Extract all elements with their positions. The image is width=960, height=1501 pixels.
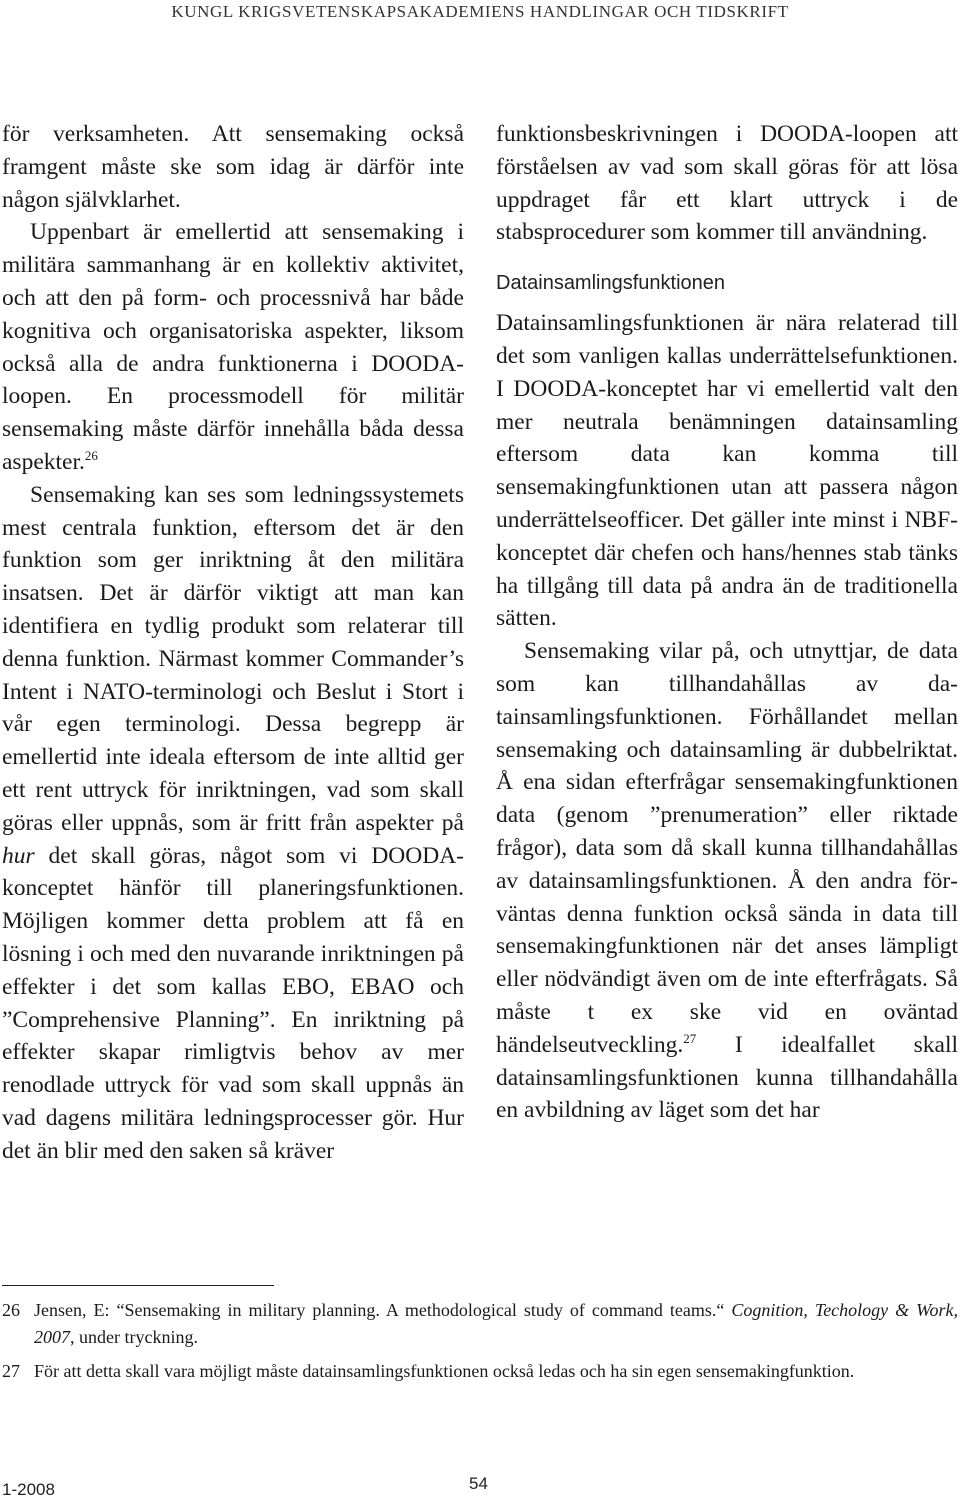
footnote-number: 27 [2, 1361, 20, 1381]
body-paragraph [2, 479, 464, 1168]
text-run: , under tryckning. [70, 1327, 198, 1347]
body-paragraph [496, 635, 958, 1127]
running-head: KUNGL KRIGSVETENSKAPSAKADEMIENS HANDLINGAR OCH TIDSKRIFT [171, 2, 789, 21]
page-number: 54 [469, 1474, 488, 1493]
footnote-rule [2, 1285, 274, 1286]
emphasis-text: Cognition, Techology & Work, 2007 [34, 1300, 958, 1347]
text-run: För att detta skall vara möjligt måste datainsamlingsfunktionen också ledas och ha sin egen sensemakingfunktion. [34, 1361, 855, 1381]
text-run: Uppenbart är emellertid att sensemaking i militära sammanhang är en kollektiv aktivitet, och att den på form- och processnivå har både kognitiva och organisatoriska aspekter, liksom också alla de andra funktionerna i DOODA-loopen. En processmodell för militär sensemaking måste därför innehålla båda dessa aspekter. [2, 219, 464, 475]
body-paragraph [496, 307, 958, 635]
text-run: Jensen, E: “Sensemaking in military planning. A methodological study of command teams.“ [34, 1300, 732, 1320]
text-run: Sensemaking kan ses som ledningssystemets mest centrala funktion, eftersom det är den funktion som ger inriktning åt den militära insatsen. Det är därför viktigt att man kan identifiera en tydlig produkt som relaterar till denna funktion. Närmast kommer Commander’s Intent i NATO-terminologi och Beslut i Stort i vår egen terminologi. Dessa begrepp är emellertid inte ideala eftersom de inte alltid ger ett rent uttryck för inriktningen, vad som skall göras eller uppnås, som är fritt från aspekter på [2, 481, 464, 836]
body-paragraph [2, 118, 464, 216]
footnote [2, 1297, 958, 1351]
text-run: Sensemaking vilar på, och utnyttjar, de data som kan tillhandahållas av datainsamlingsfunktionen. Förhållandet mellan sensemaking och datainsamling är dubbelriktat. Å ena sidan efterfrågar sensemakingfunktionen data (genom ”prenumeration” eller riktade frågor), data som då skall kunna tillhandahållas av datainsamlingsfunktionen. Å den andra förväntas denna funktion också sända in data till sensemakingfunktionen när det anses lämpligt eller nödvändigt även om de inte efterfrågats. Så måste t ex ske vid en oväntad händelseutveckling. [496, 638, 958, 1058]
text-run: det skall göras, något som vi DOODA-konceptet hänför till planeringsfunktionen. Möjligen kommer detta problem att få en lösning i och med den nuvarande inriktningen på effekter i det som kallas EBO, EBAO och ”Comprehensive Planning”. En inriktning på effekter skapar rimligtvis behov av mer renodlade uttryck för vad som skall uppnås än vad dagens militära ledningsprocesser gör. Hur det än blir med den saken så kräver [2, 842, 464, 1164]
footnote-number: 26 [2, 1300, 20, 1320]
section-heading: Datainsamlingsfunktionen [496, 272, 726, 295]
footnotes [2, 1297, 958, 1392]
left-column [2, 118, 464, 1168]
text-run: för verksamheten. Att sensemaking också framgent måste ske som idag är därför inte någon självklarhet. [2, 121, 464, 213]
body-paragraph [2, 216, 464, 478]
emphasis-text: hur [2, 842, 35, 869]
page-footer [0, 1474, 960, 1500]
text-run: I idealfallet skall datainsamlingsfunktionen kunna tillhandahålla en avbildning av läget som det har [496, 1031, 958, 1124]
right-intro-paragraph: funktionsbeskrivningen i DOODA-loopen att förståelsen av vad som skall göras för att lösa uppdraget får ett klart uttryck i de stabsprocedurer som kommer till användning. [496, 121, 958, 246]
footnote [2, 1358, 958, 1385]
issue-label: 1-2008 [2, 1480, 55, 1499]
right-paragraphs [496, 307, 958, 1127]
footnote-ref: 27 [683, 1030, 697, 1046]
footnote-ref: 26 [84, 447, 98, 463]
right-column [496, 118, 958, 1127]
text-run: Datainsamlingsfunktionen är nära relaterad till det som vanligen kallas underrättelsefunktionen. I DOODA-konceptet har vi emellertid valt den mer neutrala benämningen datainsamling eftersom data kan komma till sensemakingfunktionen utan att passera någon underrättelseofficer. Det gäller inte minst i NBF-konceptet där chefen och hans/hennes stab tänks ha tillgång till data på andra än de traditionella sätten. [496, 310, 958, 632]
